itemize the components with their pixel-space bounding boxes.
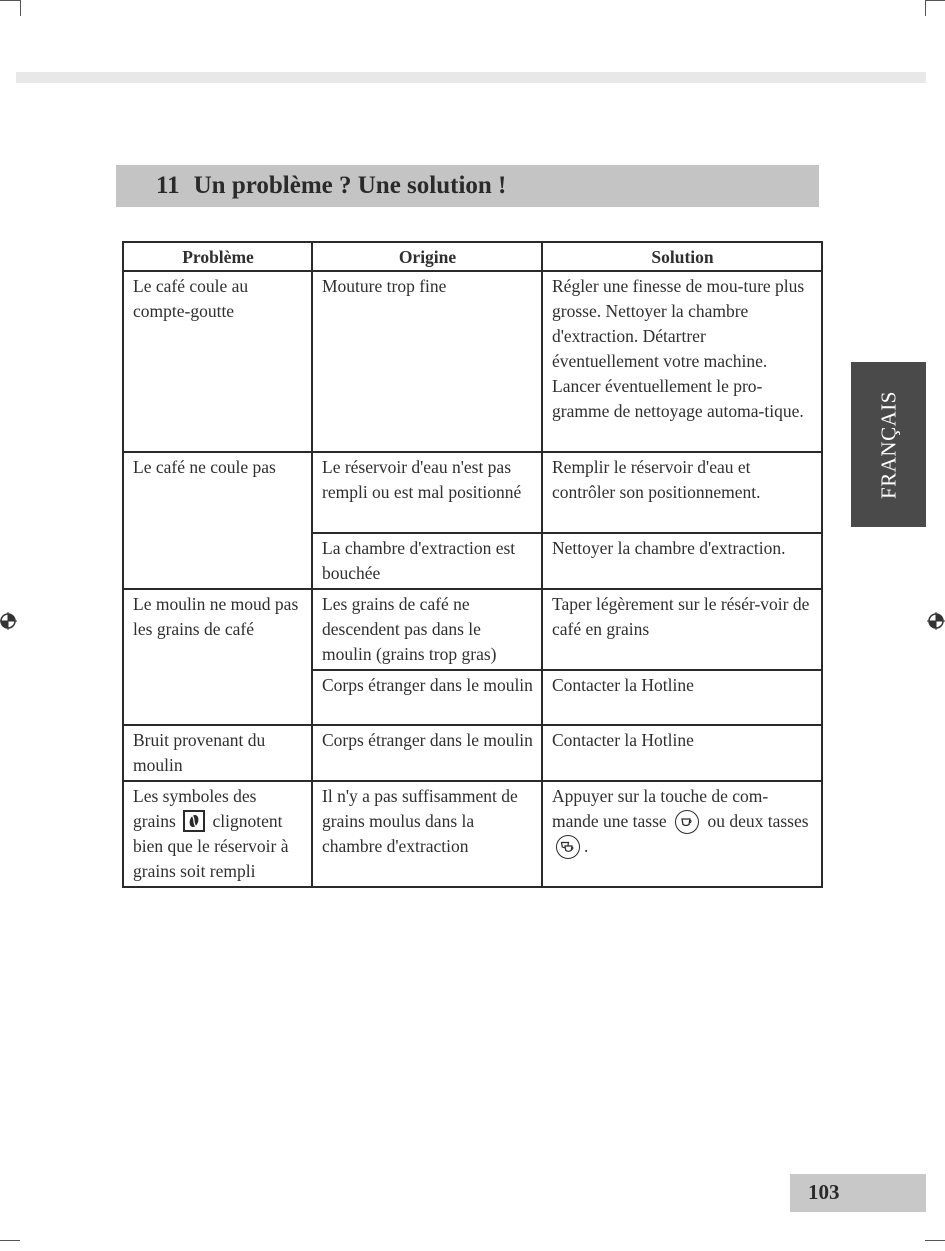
problem-cell — [123, 781, 312, 887]
solution-cell: Remplir le réservoir d'eau et contrôler son positionnement. — [542, 452, 822, 533]
origin-cell: Le réservoir d'eau n'est pas rempli ou est mal positionné — [312, 452, 542, 533]
problem-cell: Le café coule au compte-goutte — [123, 271, 312, 452]
table-header-row — [123, 242, 822, 271]
solution-cell: Contacter la Hotline — [542, 725, 822, 781]
top-band — [16, 72, 926, 83]
solution-cell: Taper légèrement sur le résér-voir de café en grains — [542, 589, 822, 670]
solution-cell — [542, 781, 822, 887]
troubleshooting-table — [122, 241, 823, 888]
table-row — [123, 452, 822, 533]
one-cup-icon — [675, 810, 699, 834]
column-header-solution: Solution — [542, 242, 822, 271]
solution-cell: Nettoyer la chambre d'extraction. — [542, 533, 822, 589]
registration-mark-icon — [927, 612, 945, 630]
section-title-text: Un problème ? Une solution ! — [193, 172, 507, 199]
solution-cell: Contacter la Hotline — [542, 670, 822, 725]
solution-text-part2: ou deux tasses — [707, 811, 809, 831]
problem-text-part1: Les symboles des grains — [133, 786, 257, 831]
crop-mark — [925, 1240, 945, 1241]
crop-mark — [0, 1240, 20, 1241]
section-title — [156, 172, 506, 200]
language-tab-label: FRANÇAIS — [876, 390, 900, 499]
table-row — [123, 725, 822, 781]
solution-cell — [542, 271, 822, 452]
origin-cell: Mouture trop fine — [312, 271, 542, 452]
language-tab — [851, 362, 926, 527]
page-number-box — [790, 1174, 926, 1212]
table-row — [123, 271, 822, 452]
problem-cell: Le café ne coule pas — [123, 452, 312, 589]
crop-mark — [0, 0, 20, 1]
column-header-origin: Origine — [312, 242, 542, 271]
origin-cell: Il n'y a pas suffisamment de grains moulus dans la chambre d'extraction — [312, 781, 542, 887]
section-number: 11 — [156, 172, 180, 199]
crop-mark — [925, 0, 926, 16]
crop-mark — [20, 0, 21, 16]
two-cups-icon — [556, 835, 580, 859]
origin-cell: La chambre d'extraction est bouchée — [312, 533, 542, 589]
solution-text-part3: . — [584, 836, 589, 856]
page-number: 103 — [808, 1180, 840, 1204]
column-header-problem: Problème — [123, 242, 312, 271]
origin-cell: Corps étranger dans le moulin — [312, 725, 542, 781]
solution-text: Régler une finesse de mou-ture plus grosse. Nettoyer la chambre d'extraction. Détartrer éventuellement votre machine. Lancer éventuellement le pro-gramme de nettoyage automa-tique. — [552, 276, 805, 421]
problem-cell: Bruit provenant du moulin — [123, 725, 312, 781]
table-row — [123, 589, 822, 670]
problem-text-part2: clignotent bien que le réservoir à grains soit rempli — [133, 811, 289, 881]
crop-mark — [925, 0, 945, 1]
origin-cell: Corps étranger dans le moulin — [312, 670, 542, 725]
problem-cell: Le moulin ne moud pas les grains de café — [123, 589, 312, 725]
registration-mark-icon — [0, 612, 17, 630]
origin-cell: Les grains de café ne descendent pas dans le moulin (grains trop gras) — [312, 589, 542, 670]
solution-text-part1: Appuyer sur la touche de com-mande une tasse — [552, 786, 769, 831]
table-row — [123, 781, 822, 887]
section-header — [116, 165, 819, 207]
coffee-bean-icon — [183, 810, 205, 832]
